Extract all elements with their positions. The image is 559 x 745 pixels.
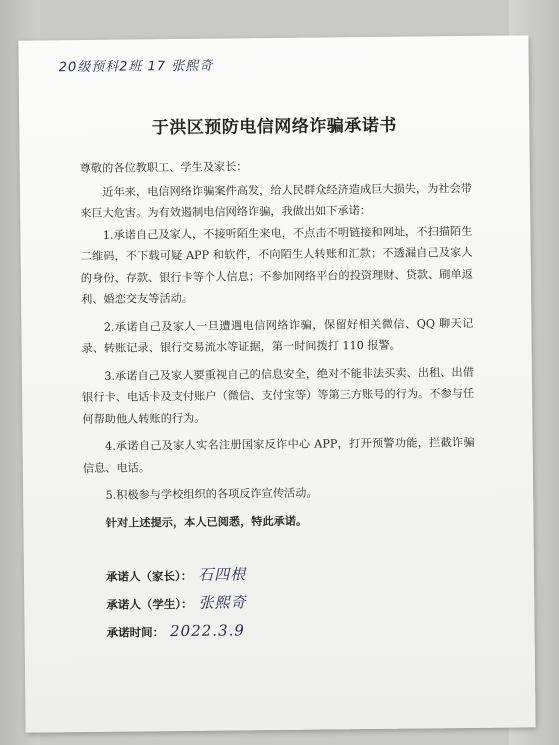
pledge-item-5: 5.积极参与学校组织的各项反诈宣传活动。 xyxy=(105,486,318,502)
parent-signature-row xyxy=(106,560,247,589)
student-signature-row xyxy=(106,588,247,617)
pledge-date: 2022.3.9 xyxy=(169,621,245,641)
document-title: 于洪区预防电信网络诈骗承诺书 xyxy=(151,115,397,139)
student-signature: 张熙奇 xyxy=(198,593,247,612)
pledge-item-4: 4.承诺自己及家人实名注册国家反诈中心 APP，打开预警功能，拦截诈骗信息、电话。 xyxy=(82,435,475,475)
handwritten-header-note: 20级预科2班 17 张熙奇 xyxy=(58,58,214,76)
signature-block xyxy=(106,560,247,645)
pledge-date-label: 承诺时间： xyxy=(106,625,165,640)
intro-paragraph: 近年来，电信网络诈骗案件高发，给人民群众经济造成巨大损失，为社会带来巨大危害。为有效遏制电信网络诈骗，我做出如下承诺： xyxy=(80,181,473,221)
document-body xyxy=(80,154,476,534)
pledge-date-row xyxy=(106,616,247,645)
pledge-item-3: 3.承诺自己及家人要重视自己的信息安全，绝对不能非法买卖、出租、出借银行卡、电话卡及支付账户（微信、支付宝等）等第三方账号的行为。不参与任何帮助他人转账的行为。 xyxy=(82,365,475,426)
pledge-item-1: 1.承诺自己及家人，不接听陌生来电，不点击不明链接和网址，不扫描陌生二维码，不下载可疑 APP 和软件，不向陌生人转账和汇款；不透漏自己及家人的身份、存款、银行卡等个人信息；不参加网络平台的投资理财、贷款、刷单返利、婚恋交友等活动。 xyxy=(80,224,473,307)
pledge-item-2: 2.承诺自己及家人一旦遭遇电信网络诈骗，保留好相关微信、QQ 聊天记录、转账记录、银行交易流水等证据，第一时间拨打 110 报警。 xyxy=(81,316,474,356)
student-signature-label: 承诺人（学生）： xyxy=(106,596,193,612)
pledge-document-sheet xyxy=(18,35,535,732)
parent-signature-label: 承诺人（家长）： xyxy=(105,568,193,584)
closing-statement: 针对上述提示，本人已阅悉，特此承诺。 xyxy=(105,514,308,530)
parent-signature: 石四根 xyxy=(198,565,247,584)
greeting-line: 尊敬的各位教职工、学生及家长： xyxy=(79,160,248,176)
